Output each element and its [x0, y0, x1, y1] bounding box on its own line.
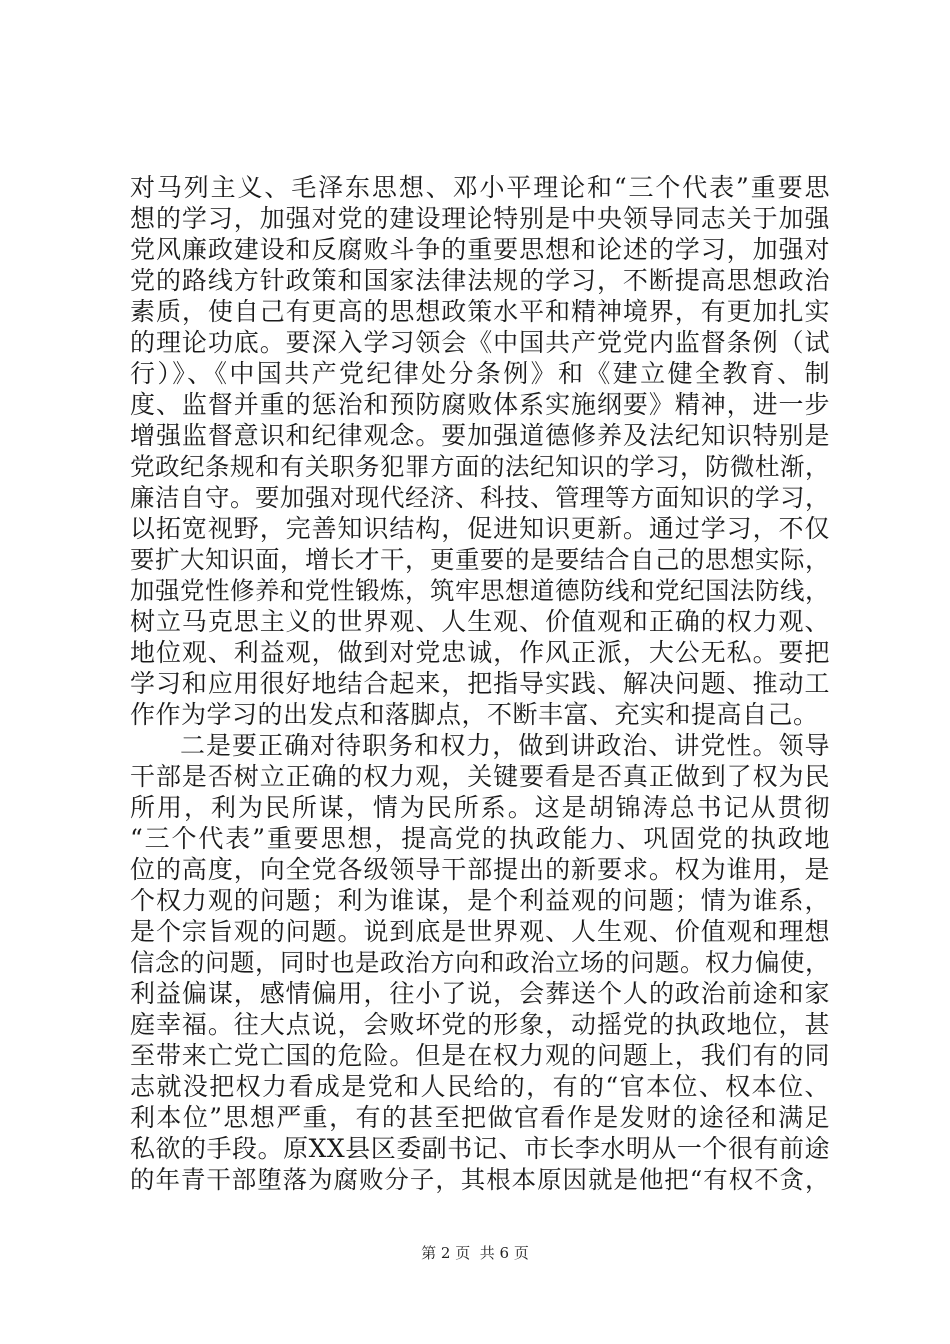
text-line: 树立马克思主义的世界观、人生观、价值观和正确的权力观、 [130, 607, 830, 636]
text-line: 要扩大知识面，增长才干，更重要的是要结合自己的思想实际， [130, 545, 830, 574]
text-line: 想的学习，加强对党的建设理论特别是中央领导同志关于加强 [130, 204, 830, 233]
text-line: 的理论功底。要深入学习领会《中国共产党党内监督条例（试 [130, 328, 830, 357]
text-line: 行）》、《中国共产党纪律处分条例》和《建立健全教育、制 [130, 359, 830, 388]
text-line: 党政纪条规和有关职务犯罪方面的法纪知识的学习，防微杜渐， [130, 452, 830, 481]
text-line: 是个宗旨观的问题。说到底是世界观、人生观、价值观和理想 [130, 917, 830, 946]
text-line: 志就没把权力看成是党和人民给的，有的“官本位、权本位、 [130, 1072, 830, 1101]
text-line: 所用，利为民所谋，情为民所系。这是胡锦涛总书记从贯彻 [130, 793, 830, 822]
text-line: 利本位”思想严重，有的甚至把做官看作是发财的途径和满足 [130, 1103, 830, 1132]
text-line: 学习和应用很好地结合起来，把指导实践、解决问题、推动工 [130, 669, 830, 698]
text-line: 地位观、利益观，做到对党忠诚，作风正派，大公无私。要把 [130, 638, 830, 667]
text-line: “三个代表”重要思想，提高党的执政能力、巩固党的执政地 [130, 824, 830, 853]
text-line: 的年青干部堕落为腐败分子，其根本原因就是他把“有权不贪， [130, 1165, 830, 1194]
text-line: 利益偏谋，感情偏用，往小了说，会葬送个人的政治前途和家 [130, 979, 830, 1008]
text-line: 庭幸福。往大点说，会败坏党的形象，动摇党的执政地位，甚 [130, 1010, 830, 1039]
text-line: 素质，使自己有更高的思想政策水平和精神境界，有更加扎实 [130, 297, 830, 326]
text-line: 廉洁自守。要加强对现代经济、科技、管理等方面知识的学习， [130, 483, 830, 512]
body-text [130, 172, 830, 1195]
text-line: 至带来亡党亡国的危险。但是在权力观的问题上，我们有的同 [130, 1041, 830, 1070]
text-line: 位的高度，向全党各级领导干部提出的新要求。权为谁用，是 [130, 855, 830, 884]
text-line: 对马列主义、毛泽东思想、邓小平理论和“三个代表”重要思 [130, 173, 830, 202]
text-line: 作作为学习的出发点和落脚点，不断丰富、充实和提高自己。 [130, 700, 819, 729]
text-line: 增强监督意识和纪律观念。要加强道德修养及法纪知识特别是 [130, 421, 830, 450]
text-line: 党风廉政建设和反腐败斗争的重要思想和论述的学习，加强对 [130, 235, 830, 264]
text-line: 以拓宽视野，完善知识结构，促进知识更新。通过学习，不仅 [130, 514, 830, 543]
text-line: 私欲的手段。原XX县区委副书记、市长李水明从一个很有前途 [130, 1134, 830, 1163]
text-line: 信念的问题，同时也是政治方向和政治立场的问题。权力偏使， [130, 948, 830, 977]
text-line: 党的路线方针政策和国家法律法规的学习，不断提高思想政治 [130, 266, 830, 295]
text-line: 加强党性修养和党性锻炼，筑牢思想道德防线和党纪国法防线， [130, 576, 830, 605]
text-line: 个权力观的问题；利为谁谋，是个利益观的问题；情为谁系， [130, 886, 830, 915]
page-number-footer: 第 2 页 共 6 页 [421, 1244, 529, 1262]
text-line: 度、监督并重的惩治和预防腐败体系实施纲要》精神，进一步 [130, 390, 830, 419]
text-line: 干部是否树立正确的权力观，关键要看是否真正做到了权为民 [130, 762, 830, 791]
paragraph-start-line: 二是要正确对待职务和权力，做到讲政治、讲党性。领导 [180, 731, 830, 760]
